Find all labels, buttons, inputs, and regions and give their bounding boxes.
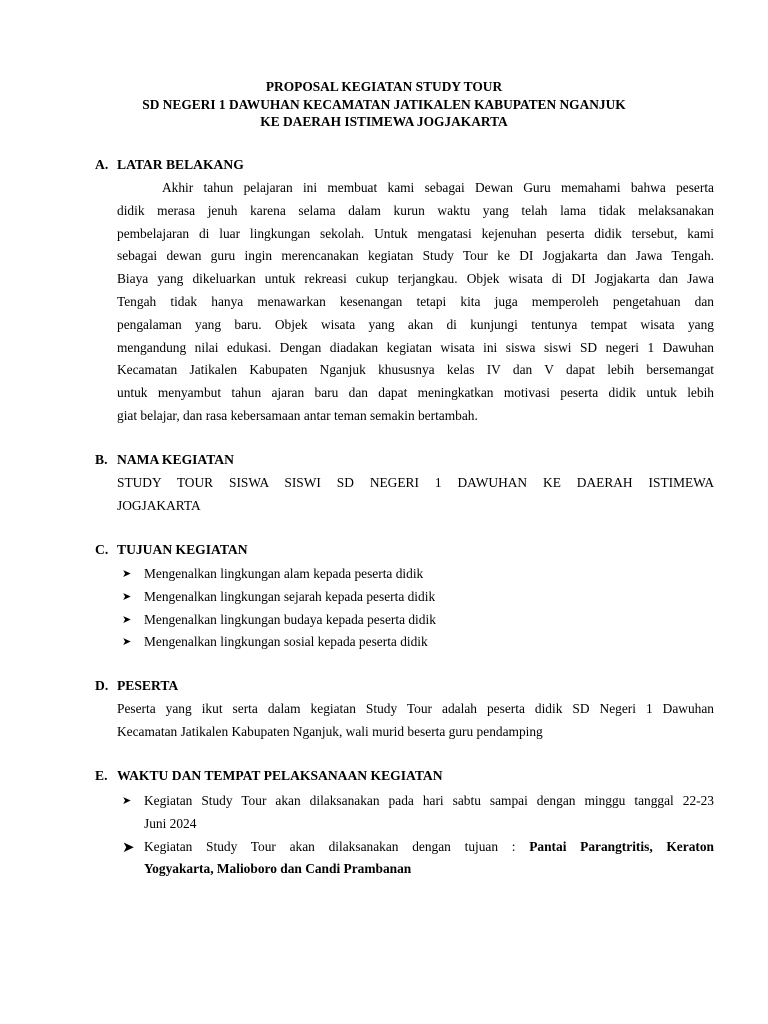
title-line-1: PROPOSAL KEGIATAN STUDY TOUR (265, 79, 503, 94)
section-b-title: NAMA KEGIATAN (117, 452, 234, 467)
arrowhead-bullet-icon: ➤ (122, 567, 132, 580)
paragraph-line: JOGJAKARTA (117, 497, 201, 513)
destination-list-part-2: Yogyakarta, Malioboro dan Candi Prambanan (144, 861, 412, 877)
section-a-heading (95, 157, 244, 173)
section-b-paragraph (117, 472, 714, 518)
section-d-letter: D. (95, 678, 109, 693)
section-e-bullet-list (122, 790, 714, 881)
paragraph-line: pembelajaran di luar lingkungan sekolah. Untuk mengatasi kejenuhan peserta didik tersebut, kami (117, 225, 714, 241)
section-d-heading (95, 678, 178, 694)
paragraph-line: didik merasa jenuh karena selama dalam kurun waktu yang telah lama tidak melaksanakan (117, 202, 714, 218)
paragraph-line: Peserta yang ikut serta dalam kegiatan Study Tour adalah peserta didik SD Negeri 1 Dawuhan (117, 701, 714, 716)
list-item (122, 631, 714, 654)
section-e-heading (95, 768, 443, 784)
section-a-letter: A. (95, 157, 109, 172)
section-b-heading (95, 452, 234, 468)
section-c-bullet-list (122, 563, 714, 654)
paragraph-line: giat belajar, dan rasa kebersamaan antar teman semakin bertambah. (117, 407, 478, 423)
paragraph-line: sebagai dewan guru ingin merencanakan kegiatan Study Tour ke DI Jogjakarta dan Jawa Tengah. (117, 248, 714, 264)
paragraph-line: mengandung nilai edukasi. Dengan diadakan kegiatan wisata ini siswa siswi SD negeri 1 Dawuhan (117, 339, 714, 355)
title-line-3: KE DAERAH ISTIMEWA JOGJAKARTA (260, 114, 508, 129)
section-c-title: TUJUAN KEGIATAN (117, 542, 248, 557)
paragraph-line: Kecamatan Jatikalen Kabupaten Nganjuk khususnya kelas IV dan V dapat lebih bersemangat (117, 362, 714, 378)
section-e-letter: E. (95, 768, 108, 783)
paragraph-line: untuk menyambut tahun ajaran baru dan dapat meningkatkan motivasi peserta didik untuk lebih (117, 385, 714, 401)
section-d-paragraph (117, 698, 714, 744)
list-item (122, 609, 714, 632)
list-item (122, 836, 714, 882)
paragraph-line: Tengah tidak hanya menawarkan kesenangan tetapi kita juga memperoleh pengetahuan dan (117, 293, 714, 309)
list-item (122, 563, 714, 586)
arrowhead-bullet-icon: ➤ (122, 837, 135, 856)
list-item-text: Mengenalkan lingkungan budaya kepada peserta didik (144, 611, 436, 627)
arrowhead-bullet-icon: ➤ (122, 794, 132, 807)
paragraph-line: Biaya yang dikeluarkan untuk rekreasi cukup terjangkau. Objek wisata di DI Jogjakarta dan Jawa (117, 271, 714, 287)
list-item-text: Mengenalkan lingkungan alam kepada peserta didik (144, 566, 424, 581)
paragraph-line: STUDY TOUR SISWA SISWI SD NEGERI 1 DAWUHAN KE DAERAH ISTIMEWA (117, 475, 714, 490)
list-item (122, 586, 714, 609)
document-title (0, 78, 768, 131)
title-line-2: SD NEGERI 1 DAWUHAN KECAMATAN JATIKALEN KABUPATEN NGANJUK (142, 96, 626, 112)
section-e-title: WAKTU DAN TEMPAT PELAKSANAAN KEGIATAN (117, 768, 443, 783)
section-c-letter: C. (95, 542, 109, 557)
list-item-line: Kegiatan Study Tour akan dilaksanakan pada hari sabtu sampai dengan minggu tanggal 22-23 (144, 793, 714, 808)
paragraph-line: Kecamatan Jatikalen Kabupaten Nganjuk, wali murid beserta guru pendamping (117, 723, 543, 739)
arrowhead-bullet-icon: ➤ (122, 589, 132, 603)
list-item-line (144, 836, 714, 859)
list-item-line: Juni 2024 (144, 815, 197, 831)
list-item-text: Mengenalkan lingkungan sejarah kepada peserta didik (144, 588, 436, 604)
section-d-title: PESERTA (117, 678, 179, 693)
section-b-letter: B. (95, 452, 108, 467)
paragraph-line: Akhir tahun pelajaran ini membuat kami sebagai Dewan Guru memahami bahwa peserta (162, 180, 714, 195)
list-item-text (144, 790, 714, 836)
arrowhead-bullet-icon: ➤ (122, 635, 132, 649)
arrowhead-bullet-icon: ➤ (122, 612, 132, 626)
list-item-text (144, 836, 714, 882)
list-item (122, 790, 714, 836)
paragraph-line: pengalaman yang baru. Objek wisata yang akan di kunjungi tentunya tempat wisata yang (117, 316, 714, 332)
destination-intro: Kegiatan Study Tour akan dilaksanakan dengan tujuan : (144, 838, 530, 854)
section-a-paragraph (117, 177, 714, 428)
section-a-title: LATAR BELAKANG (117, 157, 244, 172)
section-c-heading (95, 542, 248, 558)
destination-list-part-1: Pantai Parangtritis, Keraton (529, 838, 714, 854)
list-item-text: Mengenalkan lingkungan sosial kepada peserta didik (144, 634, 428, 650)
